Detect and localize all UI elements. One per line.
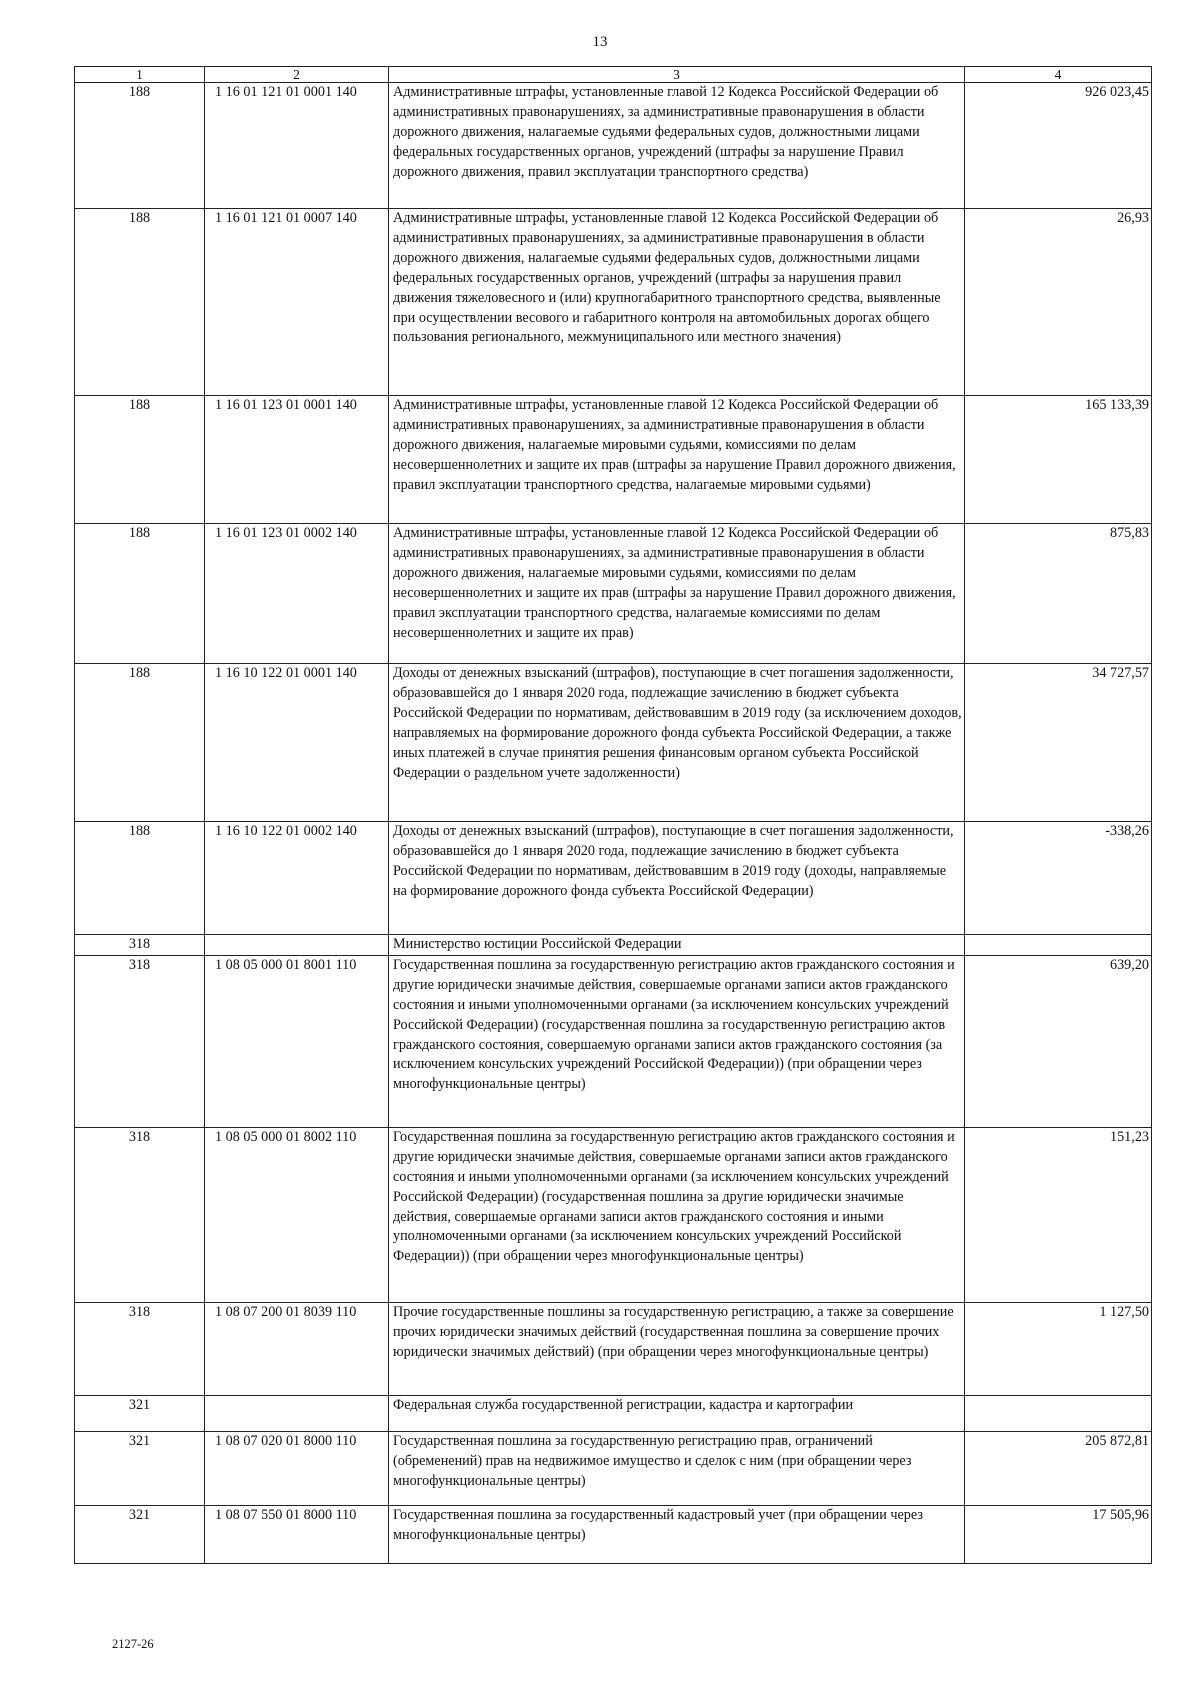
amount-cell: 34 727,57 bbox=[965, 664, 1152, 822]
amount-cell: 165 133,39 bbox=[965, 396, 1152, 524]
amount-cell: 17 505,96 bbox=[965, 1505, 1152, 1563]
table-row bbox=[75, 822, 1152, 935]
admin-code-cell: 188 bbox=[75, 209, 205, 396]
description-cell: Федеральная служба государственной регистрации, кадастра и картографии bbox=[389, 1395, 965, 1431]
admin-code-cell: 321 bbox=[75, 1431, 205, 1505]
admin-code-cell: 188 bbox=[75, 83, 205, 209]
table-row bbox=[75, 524, 1152, 664]
description-cell: Административные штрафы, установленные главой 12 Кодекса Российской Федерации об административных правонарушениях, за административные правонарушения в области дорожного движения, налагаемые мировыми судьями, комиссиями по делам несовершеннолетних и защите их прав (штрафы за нарушение Правил дорожного движения, правил эксплуатации транспортного средства, налагаемые мировыми судьями) bbox=[389, 396, 965, 524]
amount-cell: 926 023,45 bbox=[965, 83, 1152, 209]
amount-cell: 639,20 bbox=[965, 955, 1152, 1127]
description-cell: Государственная пошлина за государственный кадастровый учет (при обращении через многофункциональные центры) bbox=[389, 1505, 965, 1563]
table-row bbox=[75, 83, 1152, 209]
table-row bbox=[75, 955, 1152, 1127]
budget-code-cell: 1 16 01 121 01 0001 140 bbox=[205, 83, 389, 209]
description-cell: Министерство юстиции Российской Федерации bbox=[389, 935, 965, 956]
budget-code-cell: 1 16 10 122 01 0002 140 bbox=[205, 822, 389, 935]
budget-code-cell bbox=[205, 935, 389, 956]
amount-cell: 1 127,50 bbox=[965, 1302, 1152, 1395]
admin-code-cell: 188 bbox=[75, 664, 205, 822]
table-row bbox=[75, 664, 1152, 822]
table-row bbox=[75, 1127, 1152, 1302]
amount-cell: 151,23 bbox=[965, 1127, 1152, 1302]
table-body bbox=[75, 67, 1152, 1564]
amount-cell: 875,83 bbox=[965, 524, 1152, 664]
budget-code-cell: 1 08 07 550 01 8000 110 bbox=[205, 1505, 389, 1563]
admin-code-cell: 188 bbox=[75, 822, 205, 935]
description-cell: Прочие государственные пошлины за государственную регистрацию, а также за совершение прочих юридически значимых действий (государственная пошлина за совершение прочих юридически значимых действий) (при обращении через многофункциональные центры) bbox=[389, 1302, 965, 1395]
admin-code-cell: 188 bbox=[75, 524, 205, 664]
amount-cell bbox=[965, 935, 1152, 956]
budget-code-cell: 1 08 05 000 01 8002 110 bbox=[205, 1127, 389, 1302]
budget-code-cell: 1 16 10 122 01 0001 140 bbox=[205, 664, 389, 822]
amount-cell: 26,93 bbox=[965, 209, 1152, 396]
amount-cell: -338,26 bbox=[965, 822, 1152, 935]
admin-code-cell: 318 bbox=[75, 1127, 205, 1302]
description-cell: Административные штрафы, установленные главой 12 Кодекса Российской Федерации об административных правонарушениях, за административные правонарушения в области дорожного движения, налагаемые судьями федеральных судов, должностными лицами федеральных государственных органов, учреждений (штрафы за нарушение Правил дорожного движения, правил эксплуатации транспортного средства) bbox=[389, 83, 965, 209]
admin-code-cell: 318 bbox=[75, 935, 205, 956]
budget-code-cell: 1 16 01 121 01 0007 140 bbox=[205, 209, 389, 396]
description-cell: Административные штрафы, установленные главой 12 Кодекса Российской Федерации об административных правонарушениях, за административные правонарушения в области дорожного движения, налагаемые судьями федеральных судов, должностными лицами федеральных государственных органов, учреждений (штрафы за нарушения правил движения тяжеловесного и (или) крупногабаритного транспортного средства, выявленные при осуществлении весового и габаритного контроля на автомобильных дорогах общего пользования регионального, межмуниципального или местного значения) bbox=[389, 209, 965, 396]
budget-code-cell: 1 16 01 123 01 0001 140 bbox=[205, 396, 389, 524]
column-number: 1 bbox=[75, 67, 205, 83]
table-row bbox=[75, 1395, 1152, 1431]
description-cell: Государственная пошлина за государственную регистрацию прав, ограничений (обременений) прав на недвижимое имущество и сделок с ним (при обращении через многофункциональные центры) bbox=[389, 1431, 965, 1505]
table-row bbox=[75, 935, 1152, 956]
document-code: 2127-26 bbox=[112, 1637, 154, 1651]
admin-code-cell: 321 bbox=[75, 1395, 205, 1431]
amount-cell bbox=[965, 1395, 1152, 1431]
table-row bbox=[75, 1431, 1152, 1505]
description-cell: Административные штрафы, установленные главой 12 Кодекса Российской Федерации об административных правонарушениях, за административные правонарушения в области дорожного движения, налагаемые мировыми судьями, комиссиями по делам несовершеннолетних и защите их прав (штрафы за нарушение Правил дорожного движения, правил эксплуатации транспортного средства, налагаемые комиссиями по делам несовершеннолетних и защите их прав) bbox=[389, 524, 965, 664]
admin-code-cell: 318 bbox=[75, 1302, 205, 1395]
table-row bbox=[75, 1505, 1152, 1563]
amount-cell: 205 872,81 bbox=[965, 1431, 1152, 1505]
budget-code-cell: 1 08 07 020 01 8000 110 bbox=[205, 1431, 389, 1505]
description-cell: Государственная пошлина за государственную регистрацию актов гражданского состояния и другие юридически значимые действия, совершаемые органами записи актов гражданского состояния и иными уполномоченными органами (за исключением консульских учреждений Российской Федерации) (государственная пошлина за государственную регистрацию актов гражданского состояния, совершаемую органами записи актов гражданского состояния (за исключением консульских учреждений Российской Федерации)) (при обращении через многофункциональные центры) bbox=[389, 955, 965, 1127]
description-cell: Государственная пошлина за государственную регистрацию актов гражданского состояния и другие юридически значимые действия, совершаемые органами записи актов гражданского состояния и иными уполномоченными органами (за исключением консульских учреждений Российской Федерации) (государственная пошлина за другие юридически значимые действия, совершаемые органами записи актов гражданского состояния и иными уполномоченными органами (за исключением консульских учреждений Российской Федерации)) (при обращении через многофункциональные центры) bbox=[389, 1127, 965, 1302]
revenue-table bbox=[74, 66, 1152, 1564]
column-number-row bbox=[75, 67, 1152, 83]
description-cell: Доходы от денежных взысканий (штрафов), поступающие в счет погашения задолженности, образовавшейся до 1 января 2020 года, подлежащие зачислению в бюджет субъекта Российской Федерации по нормативам, действовавшим в 2019 году (за исключением доходов, направляемых на формирование дорожного фонда субъекта Российской Федерации, а также иных платежей в случае принятия решения финансовым органом субъекта Российской Федерации о раздельном учете задолженности) bbox=[389, 664, 965, 822]
admin-code-cell: 321 bbox=[75, 1505, 205, 1563]
column-number: 2 bbox=[205, 67, 389, 83]
column-number: 4 bbox=[965, 67, 1152, 83]
admin-code-cell: 318 bbox=[75, 955, 205, 1127]
table-row bbox=[75, 396, 1152, 524]
page-number: 13 bbox=[592, 34, 608, 50]
table-row bbox=[75, 209, 1152, 396]
budget-code-cell: 1 08 07 200 01 8039 110 bbox=[205, 1302, 389, 1395]
column-number: 3 bbox=[389, 67, 965, 83]
budget-code-cell: 1 08 05 000 01 8001 110 bbox=[205, 955, 389, 1127]
description-cell: Доходы от денежных взысканий (штрафов), поступающие в счет погашения задолженности, образовавшейся до 1 января 2020 года, подлежащие зачислению в бюджет субъекта Российской Федерации по нормативам, действовавшим в 2019 году (доходы, направляемые на формирование дорожного фонда субъекта Российской Федерации) bbox=[389, 822, 965, 935]
table-row bbox=[75, 1302, 1152, 1395]
admin-code-cell: 188 bbox=[75, 396, 205, 524]
budget-code-cell bbox=[205, 1395, 389, 1431]
budget-code-cell: 1 16 01 123 01 0002 140 bbox=[205, 524, 389, 664]
